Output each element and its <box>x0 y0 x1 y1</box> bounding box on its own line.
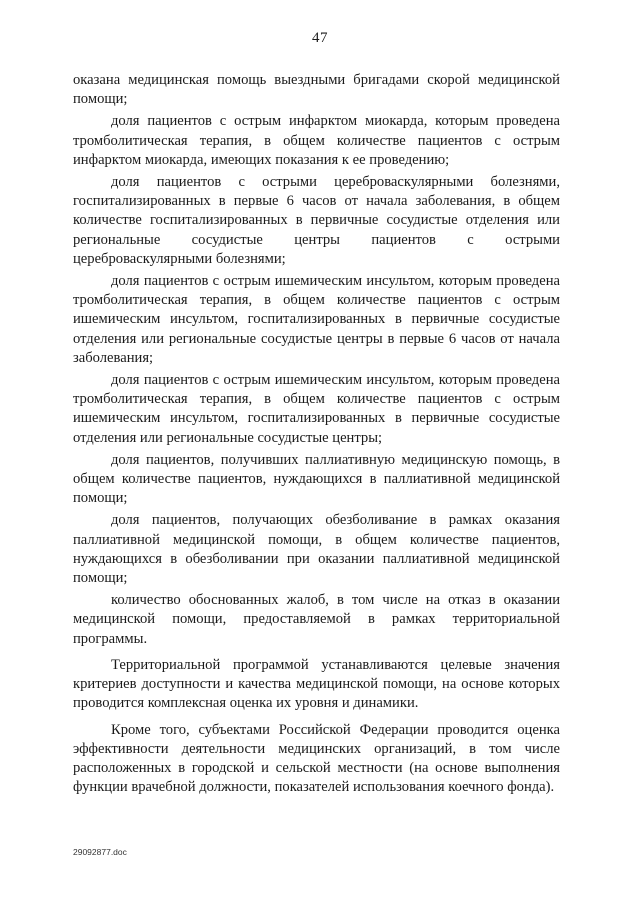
paragraph-cvd-hospitalized: доля пациентов с острыми цереброваскулярными болезнями, госпитализированных в первые 6 часов от начала заболевания, в общем количестве госпитализированных в первичные сосудистые отделения или региональные сосудистые центры пациентов с острыми цереброваскулярными болезнями; <box>73 174 560 267</box>
page-number: 47 <box>312 30 328 46</box>
paragraph-continuation: оказана медицинская помощь выездными бригадами скорой медицинской помощи; <box>73 72 560 108</box>
paragraph-efficiency-assessment: Кроме того, субъектами Российской Федерации проводится оценка эффективности деятельности медицинских организаций, в том числе расположенных в городской и сельской местности (на основе выполнения функции врачебной должности, показателей использования коечного фонда). <box>73 721 560 796</box>
paragraph-stroke-thrombolysis: доля пациентов с острым ишемическим инсультом, которым проведена тромболитическая терапия, в общем количестве пациентов с острым ишемическим инсультом, госпитализированных в первичные сосудистые отделения или региональные сосудистые центры; <box>73 372 560 446</box>
document-id-footer: 29092877.doc <box>73 847 127 857</box>
paragraph-mi-thrombolysis: доля пациентов с острым инфарктом миокарда, которым проведена тромболитическая терапия, в общем количестве пациентов с острым инфарктом миокарда, имеющих показания к ее проведению; <box>73 113 560 168</box>
paragraph-complaints: количество обоснованных жалоб, в том числе на отказ в оказании медицинской помощи, предоставляемой в рамках территориальной программы. <box>73 592 560 647</box>
paragraph-stroke-thrombolysis-6h: доля пациентов с острым ишемическим инсультом, которым проведена тромболитическая терапия, в общем количестве пациентов с острым ишемическим инсультом, госпитализированных в первичные сосудистые отделения или региональные сосудистые центры в первые 6 часов от начала заболевания; <box>73 273 560 366</box>
paragraph-palliative-pain-relief: доля пациентов, получающих обезболивание в рамках оказания паллиативной медицинской помощи, в общем количестве пациентов, нуждающихся в обезболивании при оказании паллиативной медицинской помощи; <box>73 512 560 587</box>
paragraph-target-values: Территориальной программой устанавливаются целевые значения критериев доступности и качества медицинской помощи, на основе которых проводится комплексная оценка их уровня и динамики. <box>73 656 560 712</box>
document-body <box>73 71 560 800</box>
paragraph-palliative-care: доля пациентов, получивших паллиативную медицинскую помощь, в общем количестве пациентов, нуждающихся в паллиативной медицинской помощи; <box>73 451 560 507</box>
